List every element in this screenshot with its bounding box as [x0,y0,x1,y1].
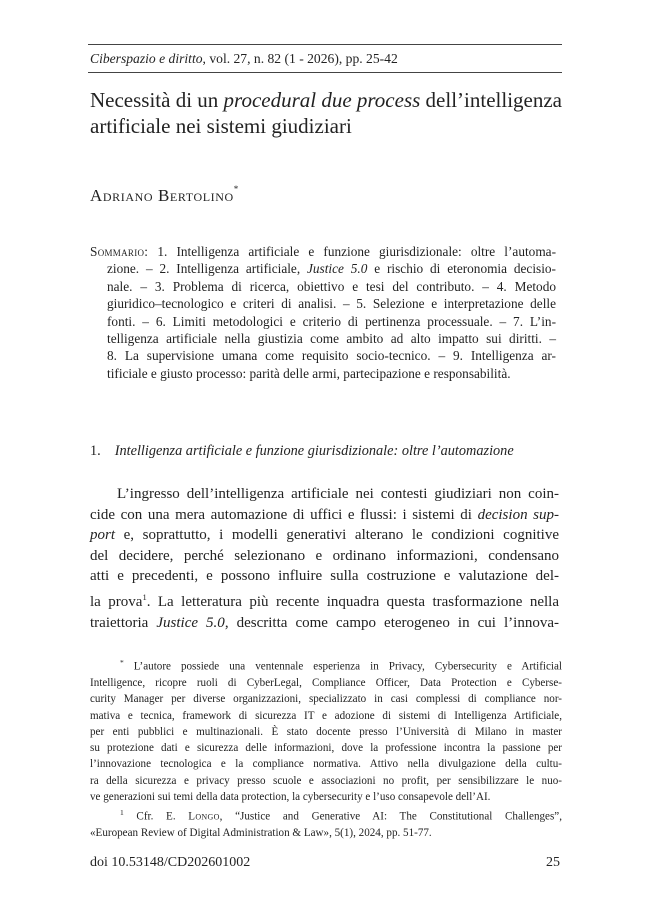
doi[interactable]: doi 10.53148/CD202601002 [90,855,251,870]
journal-name: Ciberspazio e diritto [90,51,203,66]
summary-label: Sommario: [90,244,149,259]
article-title: Necessità di un procedural due process dell’intelligenza artificiale nei sistemi giudiziari [90,88,562,138]
summary-block: Sommario: 1. Intelligenza artificiale e funzione giurisdizionale: oltre l’automa- zione. – 2. Intelligenza artificiale, Justice 5.0 e rischio di eteronomia decisio- nale. – 3. Problema di ricerca, obiettivo e tesi del contributo. – 4. Metodo giuridico–tecnologico e criteri di analisi. – 5. Selezione e interpretazione delle fonti. – 6. Limiti metodologici e criterio di pertinenza processuale. – 7. L’in- telligenza artificiale nella giustizia come ambito ad alto impatto sui diritti. – 8. La supervisione umana come requisito socio-tecnico. – 9. Intelligenza ar- tificiale e giusto processo: parità delle armi, partecipazione e responsabilità. [90,244,556,381]
section-heading [90,443,514,460]
journal-citation: , vol. 27, n. 82 (1 - 2026), pp. 25-42 [202,51,398,66]
section-title: Intelligenza artificiale e funzione giurisdizionale: oltre l’automazione [114,443,514,459]
body-paragraph: L’ingresso dell’intelligenza artificiale nei contesti giudiziari non coin- cide con una mera automazione di uffici e flussi: i sistemi di decision sup- port e, soprattutto, i modelli generativi alterano le condizioni cognitive del decidere, perché selezionano e ordinano informazioni, condensano atti e precedenti, e possono influire sulla costruzione e valutazione del- la prova$^1$. La letteratura più recente inquadra questa trasformazione nella traiettoria Justice 5.0, descritta come campo eterogeneo in cui l’innova- [90,486,559,631]
footnote-1: $^1$ Cfr. E. Longo, “Justice and Generative AI: The Constitutional Challenges”, [120,808,562,824]
footnote-ref-1[interactable]: 1 [142,591,147,602]
section-number: 1. [90,443,101,459]
author-footnote-marker: * [233,184,239,194]
author-name: Adriano Bertolino* [90,184,239,205]
header-rule-bottom [88,72,562,73]
footnote-author: * L’autore possiede una ventennale esperienza in Privacy, Cybersecurity e Artificial [120,658,562,673]
header-rule-top [88,44,562,45]
page-number: 25 [546,855,560,870]
footnotes-block: * L’autore possiede una ventennale esperienza in Privacy, Cybersecurity e Artificial Intelligence, ricopre ruoli di CyberLegal, Compliance Officer, Data Protection e Cyberse- curity Manager per diverse organizzazioni, specializzato in casi complessi di compliance nor- mativa e tecnica, framework di sicurezza IT e adozione di sistemi di Intelligenza Artificiale, per enti pubblici e multinazionali. È stato docente presso l’Università di Milano in master su protezione dati e sicurezza delle informazioni, dove la professione incontra la passione per l’innovazione tecnologica e la compliance normativa. Attivo nella divulgazione della cultu- ra della sicurezza e privacy presso scuole e associazioni no profit, per sensibilizzare le nuo- ve generazioni sui temi della data protection, la cybersecurity e l’uso consapevole dell’AI. $^1$ Cfr. E. Longo, “Justice and Generative AI: The Constitutional Challenges”, «European Review of Digital Administration & Law», 5(1), 2024, pp. 51-77. [90,655,562,842]
running-header [90,50,398,68]
